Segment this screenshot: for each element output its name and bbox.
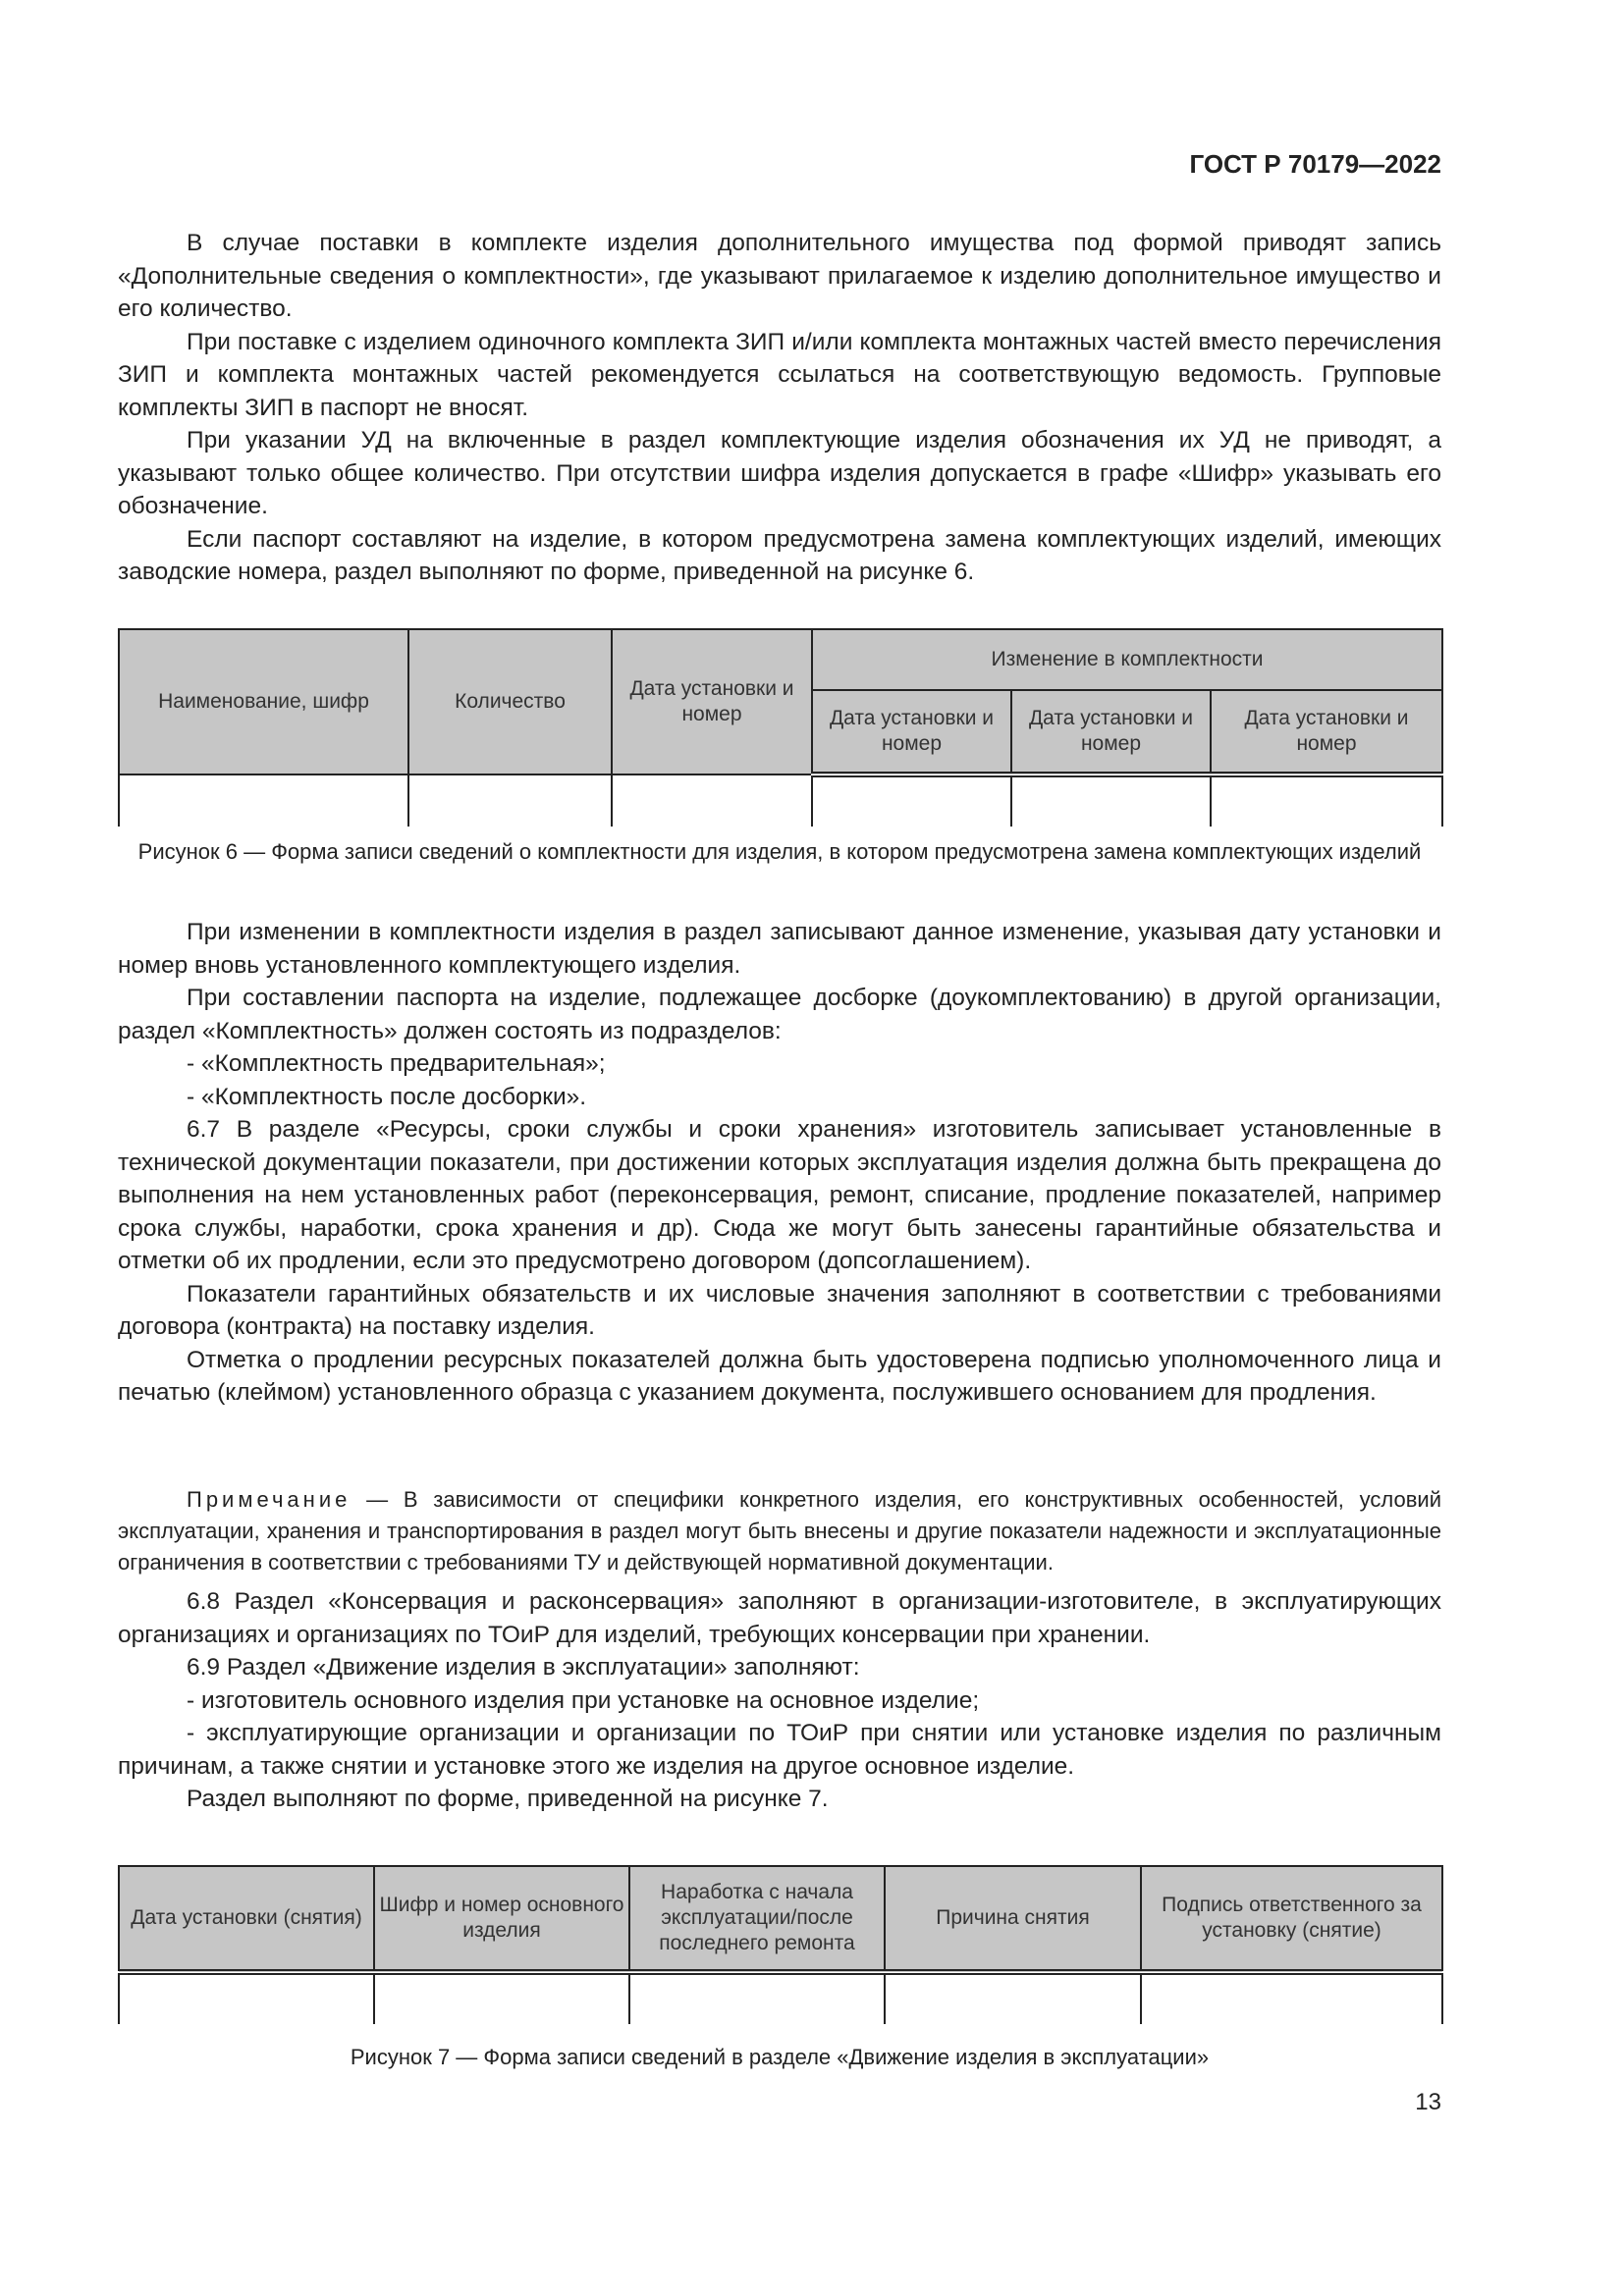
page-number: 13 [1415, 2089, 1441, 2115]
column-header: Дата установки (снятия) [119, 1866, 374, 1972]
figure-7-table [118, 1865, 1443, 2024]
figure-6-table [118, 628, 1443, 827]
column-header: Подпись ответственного за установку (снятие) [1141, 1866, 1442, 1972]
figure-7-caption: Рисунок 7 — Форма записи сведений в разделе «Движение изделия в эксплуатации» [350, 2045, 1210, 2069]
list-item: - «Комплектность предварительная»; [187, 1050, 606, 1077]
paragraph: Раздел выполняют по форме, приведенной на рисунке 7. [187, 1786, 829, 1812]
column-header: Дата установки и номер [1011, 690, 1211, 774]
paragraph: 6.8 Раздел «Консервация и расконсервация» заполняют в организации-изготовителе, в эксплуатирующих организациях и организациях по ТОиР для изделий, требующих консервации при хранении. [118, 1588, 1441, 1648]
column-header: Дата установки и номер [1211, 690, 1442, 774]
list-item: - эксплуатирующие организации и организации по ТОиР при снятии или установке изделия по различным причинам, а также снятии и установке этого же изделия на другое основное изделие. [118, 1720, 1441, 1780]
column-header: Шифр и номер основного изделия [374, 1866, 629, 1972]
paragraph: Отметка о продлении ресурсных показателей должна быть удостоверена подписью уполномоченного лица и печатью (клеймом) установленного образца с указанием документа, послужившего основанием для продления. [118, 1346, 1441, 1406]
list-item: - «Комплектность после досборки». [187, 1083, 587, 1110]
column-header: Наименование, шифр [119, 629, 408, 774]
note-text: — В зависимости от специфики конкретного изделия, его конструктивных особенностей, условий эксплуатации, хранения и транспортирования в раздел могут быть внесены и другие показатели надежности и эксплуатационные ограничения в соответствии с требованиями ТУ и действующей нормативной документации. [118, 1487, 1441, 1575]
note-label: Примечание [187, 1487, 352, 1512]
column-header: Количество [408, 629, 612, 774]
table-row [119, 774, 1442, 827]
text-block-3 [118, 1585, 1441, 1816]
document-id: ГОСТ Р 70179—2022 [1189, 149, 1441, 179]
paragraph: В случае поставки в комплекте изделия дополнительного имущества под формой приводят запись «Дополнительные сведения о комплектности», где указывают прилагаемое к изделию дополнительное имущество и его количество. [118, 230, 1441, 322]
column-header: Причина снятия [885, 1866, 1141, 1972]
paragraph: При изменении в комплектности изделия в раздел записывают данное изменение, указывая дату установки и номер вновь установленного комплектующего изделия. [118, 919, 1441, 979]
table-row [119, 1972, 1442, 2024]
figure-6-caption: Рисунок 6 — Форма записи сведений о комплектности для изделия, в котором предусмотрена замена комплектующих изделий [137, 839, 1422, 864]
text-block-2 [118, 916, 1441, 1410]
note [118, 1484, 1441, 1578]
list-item: - изготовитель основного изделия при установке на основное изделие; [187, 1686, 980, 1714]
text-block-1 [118, 227, 1441, 589]
paragraph: При составлении паспорта на изделие, подлежащее досборке (доукомплектованию) в другой организации, раздел «Комплектность» должен состоять из подразделов: [118, 985, 1441, 1044]
paragraph: 6.7 В разделе «Ресурсы, сроки службы и сроки хранения» изготовитель записывает установленные в технической документации показатели, при достижении которых эксплуатация изделия должна быть прекращена до выполнения на нем установленных работ (переконсервация, ремонт, списание, продление показателей, например срока службы, наработки, срока хранения и др). Сюда же могут быть занесены гарантийные обязательства и отметки об их продлении, если это предусмотрено договором (допсоглашением). [118, 1116, 1441, 1274]
paragraph: При указании УД на включенные в раздел комплектующие изделия обозначения их УД не приводят, а указывают только общее количество. При отсутствии шифра изделия допускается в графе «Шифр» указывать его обозначение. [118, 427, 1441, 519]
column-header: Наработка с начала эксплуатации/после последнего ремонта [629, 1866, 885, 1972]
column-header: Дата установки и номер [612, 629, 812, 774]
group-header: Изменение в комплектности [812, 629, 1442, 690]
paragraph: Если паспорт составляют на изделие, в котором предусмотрена замена комплектующих изделий, имеющих заводские номера, раздел выполняют по форме, приведенной на рисунке 6. [118, 525, 1441, 585]
column-header: Дата установки и номер [812, 690, 1011, 774]
paragraph: Показатели гарантийных обязательств и их числовые значения заполняют в соответствии с требованиями договора (контракта) на поставку изделия. [118, 1280, 1441, 1340]
paragraph: При поставке с изделием одиночного комплекта ЗИП и/или комплекта монтажных частей вместо перечисления ЗИП и комплекта монтажных частей рекомендуется ссылаться на соответствующую ведомость. Групповые комплекты ЗИП в паспорт не вносят. [118, 328, 1441, 421]
paragraph: 6.9 Раздел «Движение изделия в эксплуатации» заполняют: [187, 1654, 860, 1681]
